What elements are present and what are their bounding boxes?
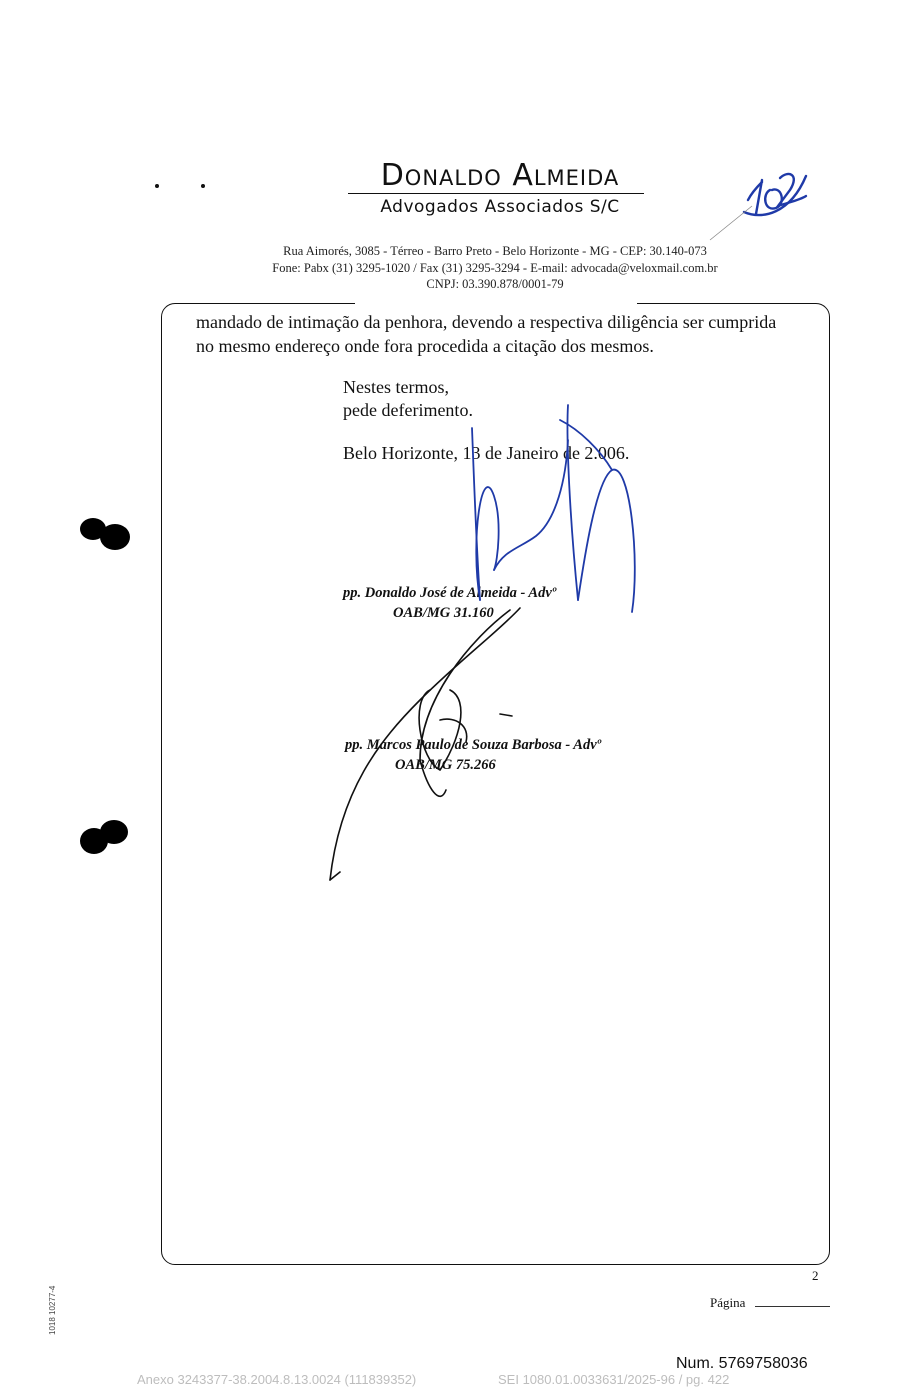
place-date: Belo Horizonte, 13 de Janeiro de 2.006.: [343, 443, 630, 463]
signature-2-name: pp. Marcos Paulo de Souza Barbosa - Advº: [345, 737, 601, 753]
header-dot: [201, 184, 205, 188]
annex-reference: Anexo 3243377-38.2004.8.13.0024 (111839352): [137, 1372, 417, 1387]
signature-1-oab: OAB/MG 31.160: [393, 605, 494, 621]
page-number: 2: [812, 1268, 819, 1283]
pagina-blank-line: [755, 1306, 830, 1307]
folio-handwritten-number: [744, 174, 806, 215]
contact-line: Fone: Pabx (31) 3295-1020 / Fax (31) 3295-3294 - E-mail: advocada@veloxmail.com.br: [272, 261, 718, 275]
firm-subtitle: Advogados Associados S/C: [380, 197, 620, 217]
closing-line-2: pede deferimento.: [343, 400, 473, 420]
signature-2-oab: OAB/MG 75.266: [395, 757, 496, 773]
header-dot: [155, 184, 159, 188]
firm-name: Donaldo Almeida: [380, 158, 620, 193]
sei-reference: SEI 1080.01.0033631/2025-96 / pg. 422: [498, 1372, 730, 1387]
pagina-label: Página: [710, 1295, 746, 1310]
address-line: Rua Aimorés, 3085 - Térreo - Barro Preto - Belo Horizonte - MG - CEP: 30.140-073: [283, 244, 707, 258]
folio-stray-line: [710, 206, 752, 240]
body-paragraph-line-1: mandado de intimação da penhora, devendo a respectiva diligência ser cumprida: [196, 312, 777, 332]
document-number: Num. 5769758036: [676, 1355, 808, 1372]
body-paragraph-line-2: no mesmo endereço onde fora procedida a citação dos mesmos.: [196, 336, 654, 356]
side-form-code: 1018 10277-4: [48, 1285, 57, 1335]
closing-line-1: Nestes termos,: [343, 377, 449, 397]
page-frame-gap: [355, 300, 637, 308]
cnpj-line: CNPJ: 03.390.878/0001-79: [426, 277, 564, 291]
firm-name-underline: [348, 193, 644, 194]
signature-1-name: pp. Donaldo José de Almeida - Advº: [343, 585, 557, 601]
